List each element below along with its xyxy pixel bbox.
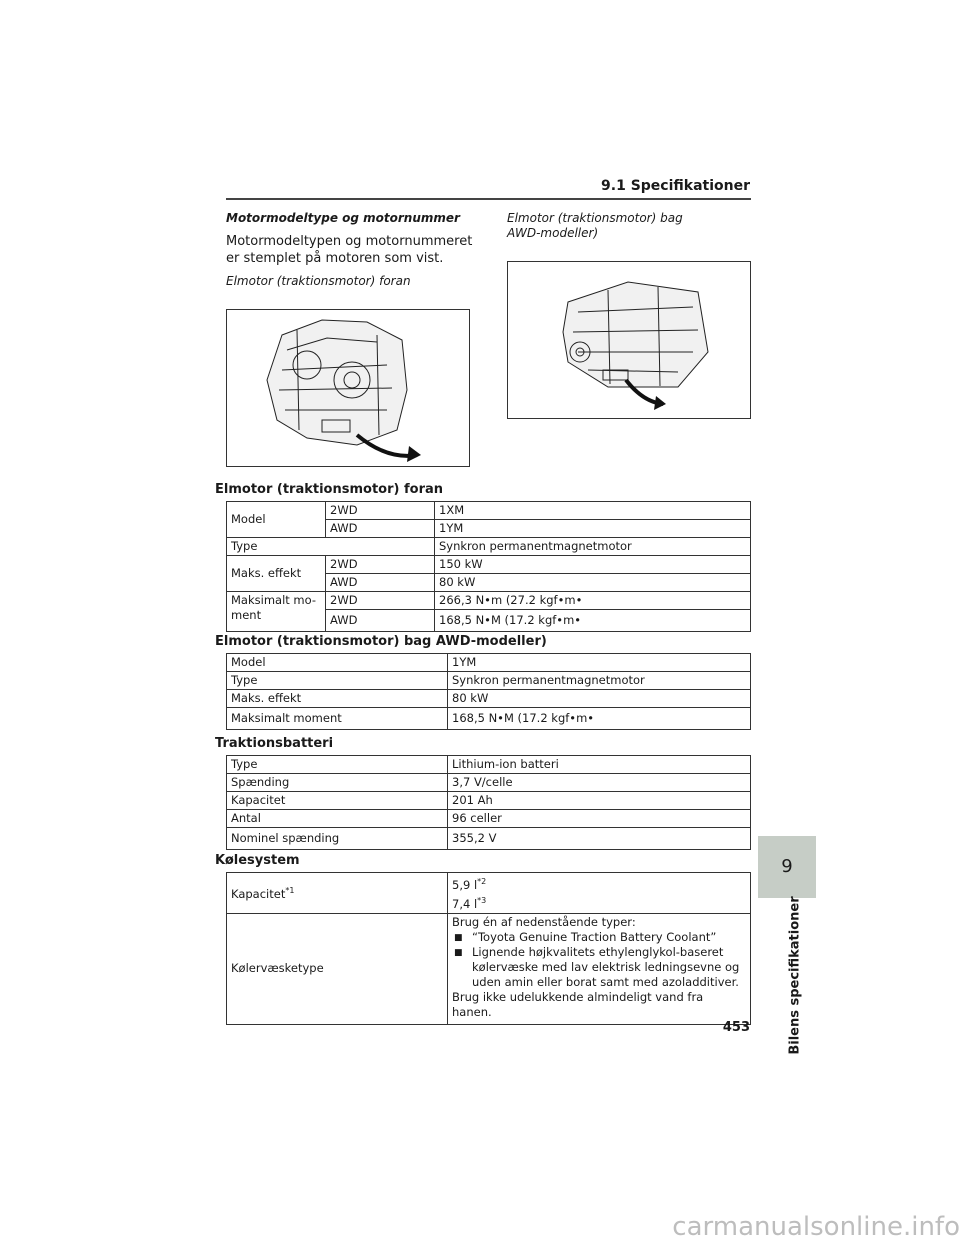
type-label: Type [227,538,435,556]
table2-title: Elmotor (traktionsmotor) bag AWD-modeller) [215,634,547,649]
capacity-value-cell [448,873,751,914]
table3-value: 355,2 V [448,828,751,850]
table3-label: Spænding [227,774,448,792]
battery-table [226,755,751,850]
front-motor-caption: Elmotor (traktionsmotor) foran [226,274,411,288]
front-motor-illustration [227,310,469,466]
model-awd: AWD [326,520,435,538]
table2-value: Synkron permanentmagnetmotor [448,672,751,690]
chapter-title: Bilens specifikationer [787,896,803,1055]
table2-label: Maks. effekt [227,690,448,708]
front-motor-image [226,309,470,467]
coolant-list-item: ■ Lignende højkvalitets ethylenglykol-baseret kølervæske med lav elektrisk ledningsevne og uden amin eller borat samt med azoladditiver. [452,945,746,990]
table2-label: Model [227,654,448,672]
table2-value: 1YM [448,654,751,672]
rear-motor-table [226,653,751,730]
table3-value: 3,7 V/celle [448,774,751,792]
section-rule [226,198,751,200]
coolant-list-item: ■ “Toyota Genuine Traction Battery Coolant” [452,930,746,945]
table2-label: Type [227,672,448,690]
power-2wd-value: 150 kW [435,556,751,574]
coolant-description [448,913,751,1024]
page-number: 453 [722,1020,750,1035]
table1-title: Elmotor (traktionsmotor) foran [215,482,444,497]
table3-value: Lithium-ion batteri [448,756,751,774]
front-motor-table [226,501,751,632]
power-awd: AWD [326,574,435,592]
capacity-value-1: 5,9 l [452,877,478,892]
table4-title: Kølesystem [215,853,300,868]
table3-title: Traktionsbatteri [215,736,334,751]
engine-number-paragraph: Motormodeltypen og motornummeret er stemplet på motoren som vist. [226,234,473,266]
coolant-label: Kølervæsketype [227,913,448,1024]
model-awd-value: 1YM [435,520,751,538]
table2-value: 168,5 N•M (17.2 kgf•m• [448,708,751,730]
capacity-footnote: *1 [285,886,295,896]
capacity-label: Kapacitet [231,887,286,902]
table3-value: 201 Ah [448,792,751,810]
capacity-label-cell [227,873,448,914]
table3-label: Kapacitet [227,792,448,810]
engine-number-heading: Motormodeltype og motornummer [226,211,460,225]
model-2wd: 2WD [326,502,435,520]
table2-label: Maksimalt moment [227,708,448,730]
model-2wd-value: 1XM [435,502,751,520]
cooling-table [226,872,751,1025]
coolant-outro: Brug ikke udelukkende almindeligt vand fra hanen. [452,989,704,1019]
torque-awd: AWD [326,610,435,632]
rear-motor-illustration [508,262,750,418]
coolant-intro: Brug én af nedenstående typer: [452,914,636,929]
table3-value: 96 celler [448,810,751,828]
torque-label: Maksimalt mo- ment [227,592,326,632]
torque-2wd-value: 266,3 N•m (27.2 kgf•m• [435,592,751,610]
capacity-footnote-2: *2 [477,877,487,886]
rear-motor-caption: Elmotor (traktionsmotor) bag AWD-modeller) [507,211,683,240]
power-awd-value: 80 kW [435,574,751,592]
chapter-number: 9 [781,856,793,877]
rear-motor-image [507,261,751,419]
section-title: 9.1 Specifikationer [601,178,750,194]
watermark: carmanualsonline.info [672,1212,960,1242]
capacity-footnote-3: *3 [477,895,487,905]
table2-value: 80 kW [448,690,751,708]
torque-awd-value: 168,5 N•M (17.2 kgf•m• [435,610,751,632]
capacity-value-2: 7,4 l [452,896,478,911]
type-value: Synkron permanentmagnetmotor [435,538,751,556]
power-2wd: 2WD [326,556,435,574]
table3-label: Type [227,756,448,774]
torque-2wd: 2WD [326,592,435,610]
table3-label: Antal [227,810,448,828]
power-label: Maks. effekt [227,556,326,592]
table3-label: Nominel spænding [227,828,448,850]
model-label: Model [227,502,326,538]
coolant-list [452,930,746,990]
